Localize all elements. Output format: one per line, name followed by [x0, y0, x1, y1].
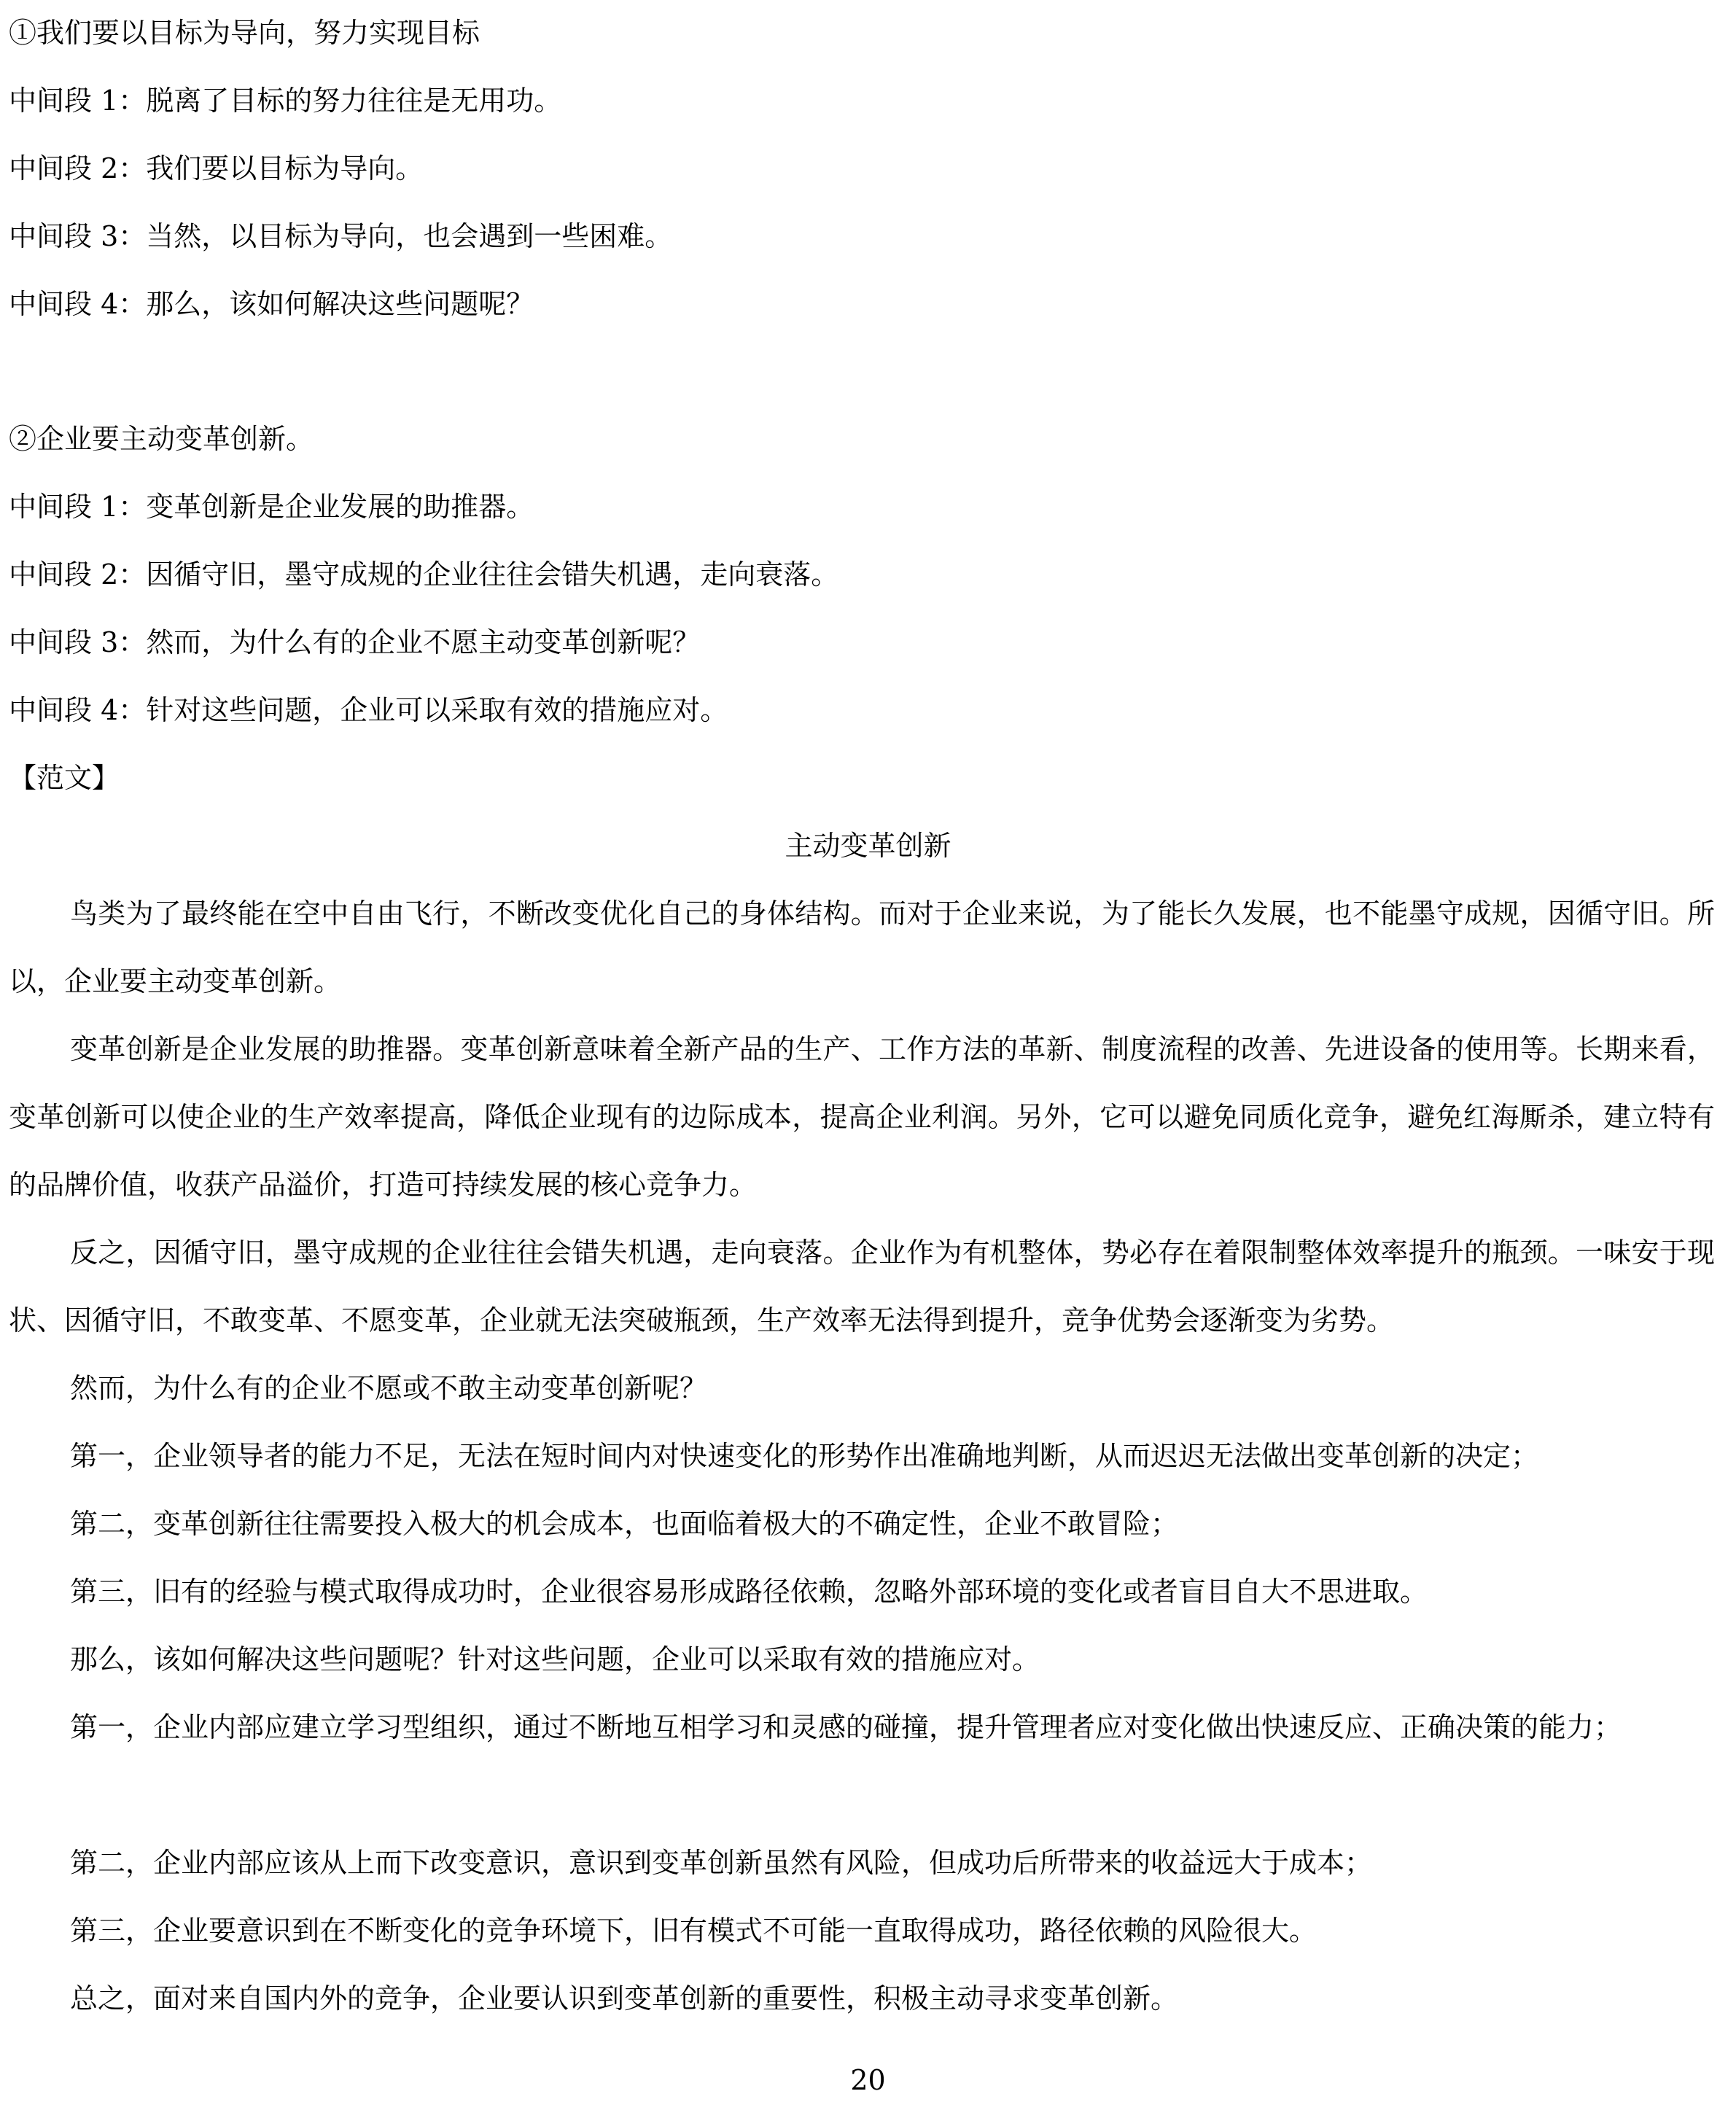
essay-title: 主动变革创新	[785, 830, 951, 862]
essay-paragraph-3: 反之，因循守旧，墨守成规的企业往往会错失机遇，走向衰落。企业作为有机整体，势必存在着限制整体效率提升的瓶颈。一味安于现状、因循守旧，不敢变革、不愿变革，企业就无法突破瓶颈，生产效率无法得到提升，竞争优势会逐渐变为劣势。	[9, 1237, 1715, 1336]
essay-paragraph-11: 第三，企业要意识到在不断变化的竞争环境下，旧有模式不可能一直取得成功，路径依赖的风险很大。	[70, 1915, 1317, 1947]
section1-item-3: 中间段 3：当然，以目标为导向，也会遇到一些困难。	[9, 220, 673, 252]
essay-paragraph-1: 鸟类为了最终能在空中自由飞行，不断改变优化自己的身体结构。而对于企业来说，为了能长久发展，也不能墨守成规，因循守旧。所以，企业要主动变革创新。	[9, 898, 1715, 997]
section2-item-2: 中间段 2：因循守旧，墨守成规的企业往往会错失机遇，走向衰落。	[9, 558, 839, 591]
section1-item-1: 中间段 1：脱离了目标的努力往往是无用功。	[9, 85, 562, 117]
section1-item-2: 中间段 2：我们要以目标为导向。	[9, 152, 424, 184]
sample-label: 【范文】	[9, 762, 120, 794]
essay-paragraph-12: 总之，面对来自国内外的竞争，企业要认识到变革创新的重要性，积极主动寻求变革创新。	[70, 1982, 1179, 2014]
section2-item-1: 中间段 1：变革创新是企业发展的助推器。	[9, 491, 534, 523]
section2-item-4: 中间段 4：针对这些问题，企业可以采取有效的措施应对。	[9, 694, 728, 726]
essay-paragraph-4: 然而，为什么有的企业不愿或不敢主动变革创新呢？	[70, 1372, 708, 1404]
essay-paragraph-10: 第二，企业内部应该从上而下改变意识，意识到变革创新虽然有风险，但成功后所带来的收益远大于成本；	[70, 1847, 1373, 1879]
essay-paragraph-6: 第二，变革创新往往需要投入极大的机会成本，也面临着极大的不确定性，企业不敢冒险；	[70, 1508, 1179, 1540]
section2-item-3: 中间段 3：然而，为什么有的企业不愿主动变革创新呢？	[9, 626, 701, 658]
section1-heading: ①我们要以目标为导向，努力实现目标	[9, 17, 480, 49]
section1-item-4: 中间段 4：那么，该如何解决这些问题呢？	[9, 288, 534, 320]
section2-heading: ②企业要主动变革创新。	[9, 423, 314, 455]
essay-paragraph-5: 第一，企业领导者的能力不足，无法在短时间内对快速变化的形势作出准确地判断，从而迟迟无法做出变革创新的决定；	[70, 1440, 1539, 1472]
page-number: 20	[850, 2064, 886, 2096]
essay-paragraph-7: 第三，旧有的经验与模式取得成功时，企业很容易形成路径依赖，忽略外部环境的变化或者盲目自大不思进取。	[70, 1576, 1428, 1608]
essay-paragraph-9: 第一，企业内部应建立学习型组织，通过不断地互相学习和灵感的碰撞，提升管理者应对变化做出快速反应、正确决策的能力；	[70, 1711, 1622, 1743]
essay-paragraph-8: 那么，该如何解决这些问题呢？针对这些问题，企业可以采取有效的措施应对。	[70, 1643, 1040, 1675]
essay-paragraph-2: 变革创新是企业发展的助推器。变革创新意味着全新产品的生产、工作方法的革新、制度流程的改善、先进设备的使用等。长期来看，变革创新可以使企业的生产效率提高，降低企业现有的边际成本，提高企业利润。另外，它可以避免同质化竞争，避免红海厮杀，建立特有的品牌价值，收获产品溢价，打造可持续发展的核心竞争力。	[9, 1033, 1715, 1201]
